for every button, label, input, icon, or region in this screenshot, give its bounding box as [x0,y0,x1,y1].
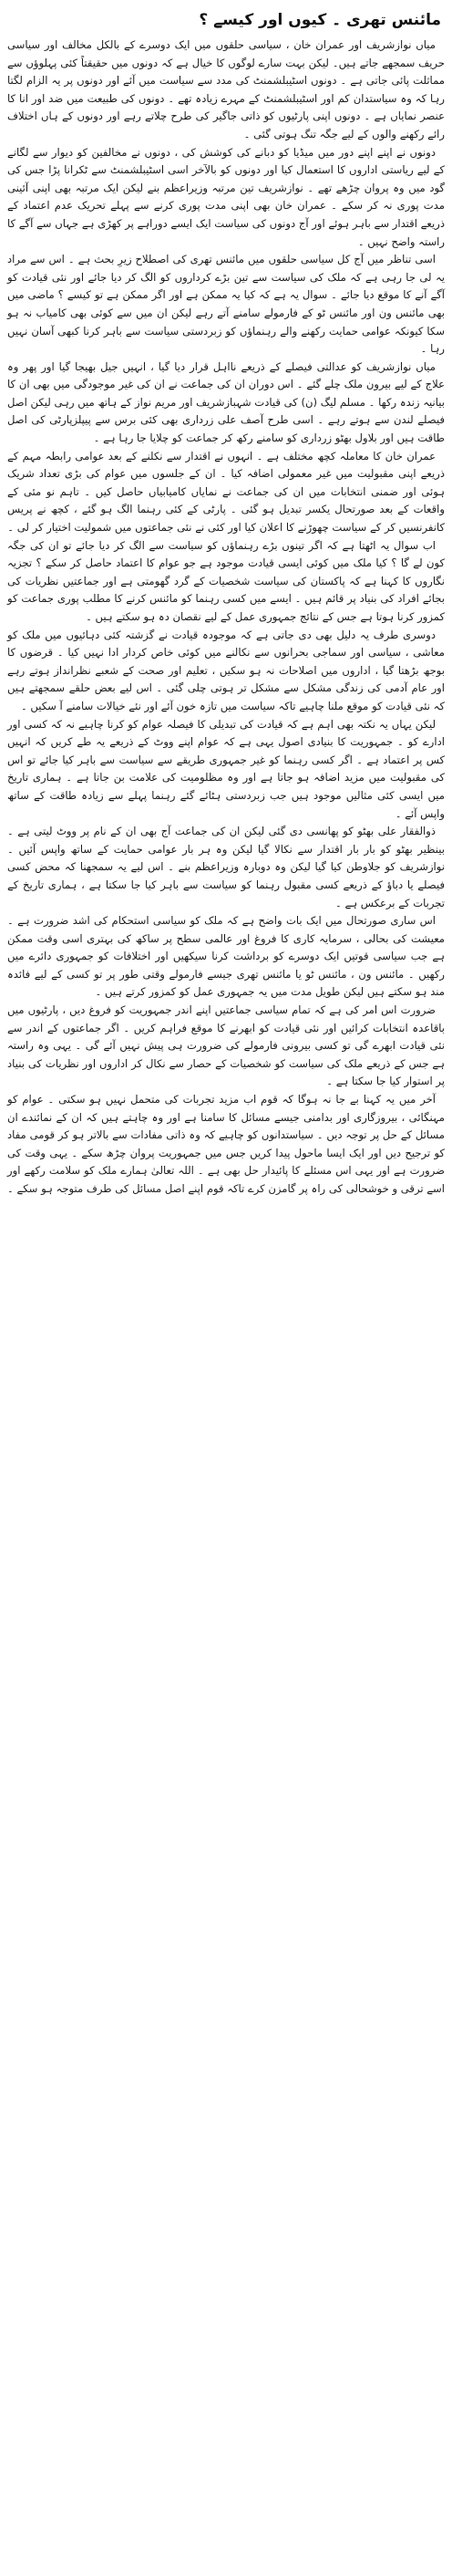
paragraph: لیکن یہاں یہ نکتہ بھی اہم ہے کہ قیادت کی تبدیلی کا فیصلہ عوام کو کرنا چاہیے نہ کہ کسی اور ادارے کو ۔ جمہوریت کا بنیادی اصول یہی ہے کہ عوام اپنے ووٹ کے ذریعے یہ طے کریں کہ انہیں کس پر اعتماد ہے ۔ اگر کسی رہنما کو غیر جمہوری طریقے سے سیاست سے باہر کیا جائے تو اس کی مقبولیت میں مزید اضافہ ہو جاتا ہے اور وہ مظلومیت کی علامت بن جاتا ہے ۔ ہماری تاریخ میں ایسی کئی مثالیں موجود ہیں جب زبردستی ہٹائے گئے رہنما پہلے سے زیادہ طاقت کے ساتھ واپس آئے ۔ [7,717,445,820]
paragraph: اس ساری صورتحال میں ایک بات واضح ہے کہ ملک کو سیاسی استحکام کی اشد ضرورت ہے ۔ معیشت کی بحالی ، سرمایہ کاری کا فروغ اور عالمی سطح پر ساکھ کی بہتری اسی وقت ممکن ہے جب سیاسی قوتیں ایک دوسرے کو برداشت کرنا سیکھیں اور اختلافات کو جمہوری دائرے میں رکھیں ۔ مائنس ون ، مائنس ٹو یا مائنس تھری جیسے فارمولے وقتی طور پر تو کسی کے لیے فائدہ مند ہو سکتے ہیں لیکن طویل مدت میں یہ جمہوری عمل کو کمزور کرتے ہیں ۔ [7,914,445,999]
paragraph: اب سوال یہ اٹھتا ہے کہ اگر تینوں بڑے رہنماؤں کو سیاست سے الگ کر دیا جائے تو ان کی جگہ کون لے گا ؟ کیا ملک میں کوئی ایسی قیادت موجود ہے جو عوام کا اعتماد حاصل کر سکے ؟ تجزیہ نگاروں کا کہنا ہے کہ پاکستان کی سیاست شخصیات کے گرد گھومتی ہے اور جماعتیں نظریات کی بجائے افراد کی بنیاد پر قائم ہیں ۔ ایسے میں کسی رہنما کو مائنس کرنے کا مطلب پوری جماعت کو کمزور کرنا ہوتا ہے جس کے نتائج جمہوری عمل کے لیے نقصان دہ ہو سکتے ہیں ۔ [7,538,445,623]
article-title: مائنس تھری ۔ کیوں اور کیسے ؟ [199,11,441,29]
paragraph: دوسری طرف یہ دلیل بھی دی جاتی ہے کہ موجودہ قیادت نے گزشتہ کئی دہائیوں میں ملک کو معاشی ، سیاسی اور سماجی بحرانوں سے نکالنے میں کوئی خاص کردار ادا نہیں کیا ۔ قرضوں کا بوجھ بڑھتا گیا ، اداروں میں اصلاحات نہ ہو سکیں ، تعلیم اور صحت کے شعبے نظرانداز ہوتے رہے اور عام آدمی کی زندگی مشکل سے مشکل تر ہوتی چلی گئی ۔ اس لیے بعض حلقے سمجھتے ہیں کہ نئی قیادت کو موقع ملنا چاہیے تاکہ سیاست میں تازہ خون آئے اور نئے خیالات سامنے آ سکیں ۔ [7,628,445,712]
article-body [7,36,445,1199]
paragraph: آخر میں یہ کہنا بے جا نہ ہوگا کہ قوم اب مزید تجربات کی متحمل نہیں ہو سکتی ۔ عوام کو مہنگائی ، بیروزگاری اور بدامنی جیسے مسائل کا سامنا ہے اور وہ چاہتے ہیں کہ ان کے نمائندے ان مسائل کے حل پر توجہ دیں ۔ سیاستدانوں کو چاہیے کہ وہ ذاتی مفادات سے بالاتر ہو کر قومی مفاد کو ترجیح دیں اور ایک ایسا ماحول پیدا کریں جس میں جمہوریت پروان چڑھ سکے ۔ یہی وقت کی ضرورت ہے اور یہی اس مسئلے کا پائیدار حل بھی ہے ۔ اللہ تعالیٰ ہمارے ملک کو سلامت رکھے اور اسے ترقی و خوشحالی کی راہ پر گامزن کرے تاکہ قوم اپنے اصل مسائل کی طرف متوجہ ہو سکے ۔ [7,1093,445,1195]
paragraph: میاں نوازشریف اور عمران خان ، سیاسی حلقوں میں ایک دوسرے کے بالکل مخالف اور سیاسی حریف سمجھے جاتے ہیں۔ لیکن بہت سارے لوگوں کا خیال ہے کہ دونوں میں حقیقتاً کئی پہلوؤں سے مماثلت پائی جاتی ہے ۔ دونوں اسٹیبلشمنٹ کی مدد سے سیاست میں آئے اور دونوں پر یہ الزام لگتا رہا کہ وہ سیاستدان کم اور اسٹیبلشمنٹ کے مہرے زیادہ تھے ۔ دونوں کی طبیعت میں ضد اور انا کا عنصر نمایاں ہے ۔ دونوں اپنی پارٹیوں کو ذاتی جاگیر کی طرح چلاتے رہے اور دونوں کے ہاں اختلاف رائے رکھنے والوں کے لیے جگہ تنگ ہوتی گئی ۔ [7,38,445,140]
paragraph: ذوالفقار علی بھٹو کو پھانسی دی گئی لیکن ان کی جماعت آج بھی ان کے نام پر ووٹ لیتی ہے ۔ بینظیر بھٹو کو بار بار اقتدار سے نکالا گیا لیکن وہ ہر بار عوامی حمایت کے ساتھ واپس آئیں ۔ نوازشریف کو جلاوطن کیا گیا لیکن وہ دوبارہ وزیراعظم بنے ۔ اس لیے یہ سمجھنا کہ محض کسی فیصلے یا دباؤ کے ذریعے کسی مقبول رہنما کو سیاست سے باہر کیا جا سکتا ہے ، ہماری تاریخ کے تجربات کے برعکس ہے ۔ [7,825,445,909]
paragraph: عمران خان کا معاملہ کچھ مختلف ہے ۔ انہوں نے اقتدار سے نکلنے کے بعد عوامی رابطہ مہم کے ذریعے اپنی مقبولیت میں غیر معمولی اضافہ کیا ۔ ان کے جلسوں میں عوام کی بڑی تعداد شریک ہوئی اور ضمنی انتخابات میں ان کی جماعت نے نمایاں کامیابیاں حاصل کیں ۔ تاہم نو مئی کے واقعات کے بعد صورتحال یکسر تبدیل ہو گئی ۔ پارٹی کے کئی رہنما الگ ہو گئے ، کچھ نے پریس کانفرنسیں کر کے سیاست چھوڑنے کا اعلان کیا اور کئی نے نئی جماعتوں میں شمولیت اختیار کر لی ۔ [7,449,445,535]
paragraph: دونوں نے اپنے اپنے دور میں میڈیا کو دبانے کی کوشش کی ، دونوں نے مخالفین کو دیوار سے لگانے کے لیے ریاستی اداروں کا استعمال کیا اور دونوں کو بالآخر اسی اسٹیبلشمنٹ سے ٹکرانا پڑا جس کی گود میں وہ پروان چڑھے تھے ۔ نوازشریف تین مرتبہ وزیراعظم بنے لیکن ایک مرتبہ بھی اپنی آئینی مدت پوری نہ کر سکے ۔ عمران خان بھی اپنی مدت پوری کرنے سے پہلے تحریک عدم اعتماد کے ذریعے اقتدار سے باہر ہوئے اور آج دونوں کی سیاست ایک ایسے دوراہے پر کھڑی ہے جہاں سے آگے کا راستہ واضح نہیں ۔ [7,145,445,248]
paragraph: ضرورت اس امر کی ہے کہ تمام سیاسی جماعتیں اپنے اندر جمہوریت کو فروغ دیں ، پارٹیوں میں باقاعدہ انتخابات کرائیں اور نئی قیادت کو ابھرنے کا موقع فراہم کریں ۔ اگر جماعتوں کے اندر سے نئی قیادت ابھرے گی تو کسی بیرونی فارمولے کی ضرورت ہی پیش نہیں آئے گی ۔ یہی وہ راستہ ہے جس کے ذریعے ملک کی سیاست کو شخصیات کے حصار سے نکال کر اداروں اور نظریات کی بنیاد پر استوار کیا جا سکتا ہے ۔ [7,1003,445,1088]
paragraph: میاں نوازشریف کو عدالتی فیصلے کے ذریعے نااہل قرار دیا گیا ، انہیں جیل بھیجا گیا اور پھر وہ علاج کے لیے بیرون ملک چلے گئے ۔ اس دوران ان کی جماعت نے ان کی غیر موجودگی میں بھی ان کا بیانیہ زندہ رکھا ۔ مسلم لیگ (ن) کی قیادت شہبازشریف اور مریم نواز کے ہاتھ میں رہی لیکن اصل فیصلے لندن سے ہوتے رہے ۔ اسی طرح آصف علی زرداری بھی کئی برس سے پیپلزپارٹی کی اصل طاقت ہیں اور بلاول بھٹو زرداری کو سامنے رکھ کر جماعت کو چلایا جا رہا ہے ۔ [7,359,445,445]
paragraph: اسی تناظر میں آج کل سیاسی حلقوں میں مائنس تھری کی اصطلاح زیرِ بحث ہے ۔ اس سے مراد یہ لی جا رہی ہے کہ ملک کی سیاست سے تین بڑے کرداروں کو الگ کر دیا جائے اور نئی قیادت کو آگے آنے کا موقع دیا جائے ۔ سوال یہ ہے کہ کیا یہ ممکن ہے اور اگر ممکن ہے تو کیسے ؟ ماضی میں بھی مائنس ون اور مائنس ٹو کے فارمولے سامنے آتے رہے لیکن ان میں سے کوئی بھی کامیاب نہ ہو سکا کیونکہ عوامی حمایت رکھنے والے رہنماؤں کو زبردستی سیاست سے باہر کرنا کبھی آسان نہیں رہا ۔ [7,253,445,356]
